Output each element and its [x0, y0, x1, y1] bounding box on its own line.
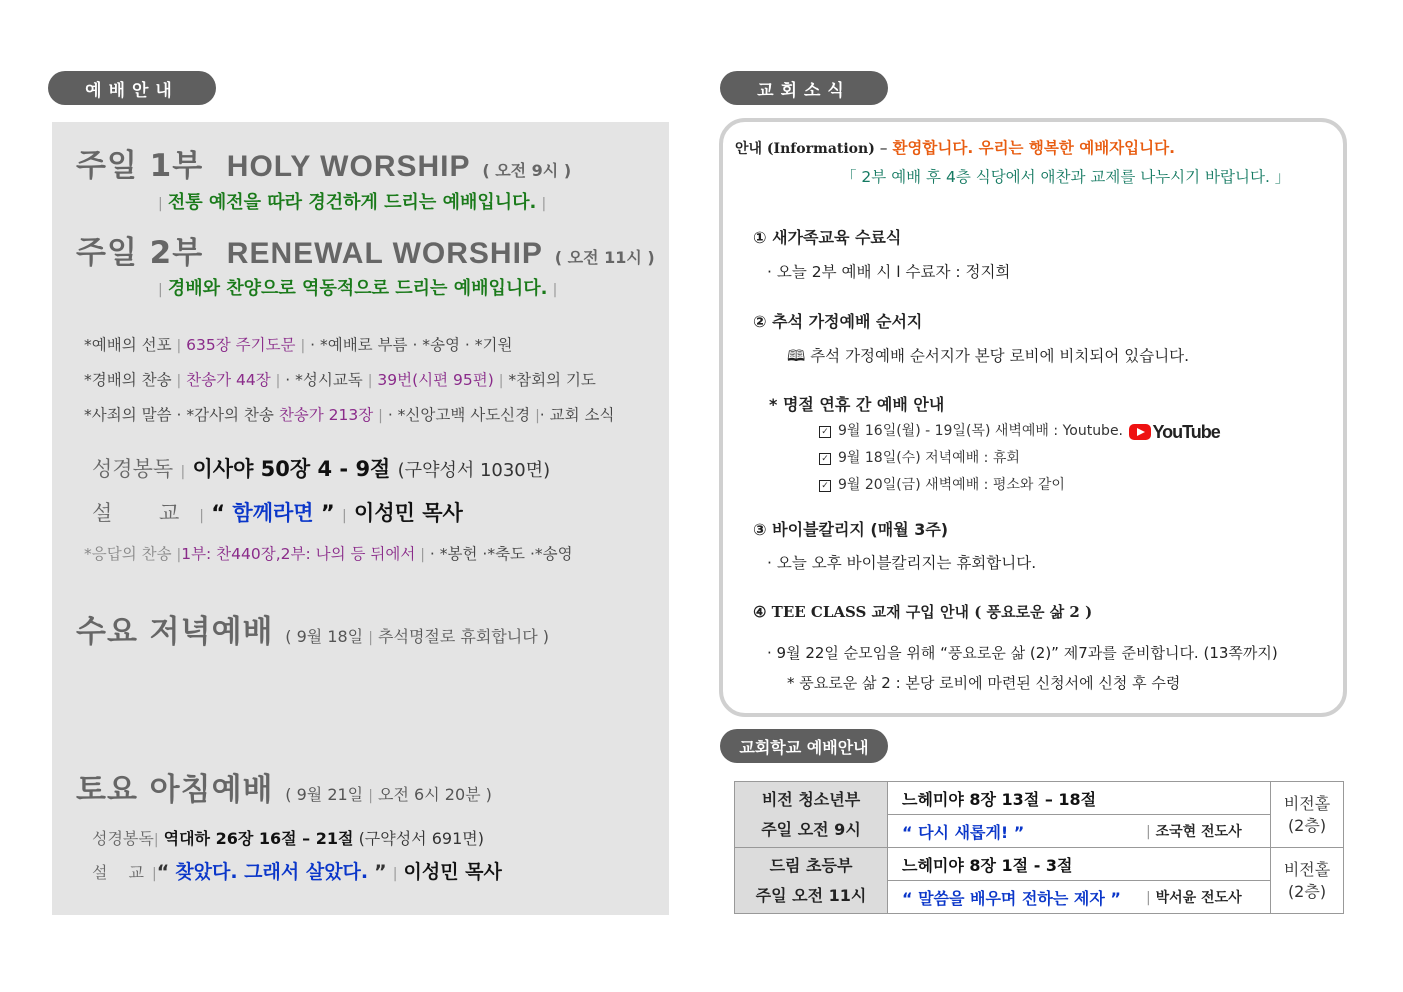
passage-cell: 느헤미야 8장 13절 – 18절	[888, 782, 1271, 815]
news-item-4-text: · 9월 22일 순모임을 위해 “풍요로운 삶 (2)” 제7과를 준비합니다. (13쪽까지)	[767, 644, 1278, 662]
holiday-item-1: ✓ 9월 16일(월) - 19일(목) 새벽예배 : Youtube. YouTube	[819, 420, 1220, 443]
title-cell: “ 다시 새롭게! ”	[888, 815, 1147, 848]
checkbox-icon: ✓	[819, 426, 831, 438]
worship-panel	[52, 122, 669, 915]
wednesday-service: 수요 저녁예배 ( 9월 18일 | 추석명절로 휴회합니다 )	[76, 614, 550, 650]
order-line-2: *경배의 찬송 | 찬송가 44장 | · *성시교독 | 39번(시편 95편) | *참회의 기도	[84, 371, 596, 389]
checkbox-icon: ✓	[819, 453, 831, 465]
news-section-header: 교회소식	[720, 71, 888, 105]
preacher-cell: | 박서윤 전도사	[1146, 881, 1271, 914]
news-item-3-title: ③ 바이블칼리지 (매월 3주)	[753, 520, 949, 539]
order-line-1: *예배의 선포 | 635장 주기도문 | · *예배로 부름 · *송영 · *기원	[84, 336, 513, 354]
church-news-box	[719, 118, 1347, 717]
scripture-reading: 성경봉독 | 이사야 50장 4 - 9절 (구약성서 1030면)	[92, 457, 551, 481]
table-row	[735, 782, 1344, 815]
church-school-table	[734, 781, 1344, 914]
news-item-2-title: ② 추석 가정예배 순서지	[753, 312, 923, 331]
holiday-schedule-title: * 명절 연휴 간 예배 안내	[769, 395, 945, 414]
saturday-sermon: 설 교|“ 찾았다. 그래서 살았다. ” | 이성민 목사	[92, 861, 502, 883]
holiday-item-3: ✓ 9월 20일(금) 새벽예배 : 평소와 같이	[819, 474, 1065, 494]
service1-title: 주일 1부 HOLY WORSHIP ( 오전 9시 )	[76, 148, 572, 184]
checkbox-icon: ✓	[819, 480, 831, 492]
saturday-service: 토요 아침예배 ( 9월 21일 | 오전 6시 20분 )	[76, 772, 492, 808]
news-item-1-text: · 오늘 2부 예배 시 l 수료자 : 정지희	[767, 263, 1011, 281]
saturday-reading: 성경봉독| 역대하 26장 16절 – 21절 (구약성서 691면)	[92, 829, 484, 848]
sermon-line: 설 교| “ 함께라면 ” | 이성민 목사	[92, 501, 463, 525]
news-item-4-title: ④ TEE CLASS 교재 구입 안내 ( 풍요로운 삶 2 )	[753, 603, 1093, 621]
department-cell: 비전 청소년부 주일 오전 9시	[735, 782, 888, 848]
response-line: *응답의 찬송 |1부: 찬440장,2부: 나의 등 뒤에서 | · *봉헌 ·*축도 ·*송영	[84, 545, 573, 563]
room-cell: 비전홀 (2층)	[1271, 782, 1344, 848]
news-item-4-note: * 풍요로운 삶 2 : 본당 로비에 마련된 신청서에 신청 후 수령	[787, 674, 1181, 692]
holiday-item-2: ✓ 9월 18일(수) 저녁예배 : 휴회	[819, 447, 1020, 467]
order-line-3: *사죄의 말씀 · *감사의 찬송 찬송가 213장 | · *신앙고백 사도신경 |· 교회 소식	[84, 406, 615, 424]
news-item-1-title: ① 새가족교육 수료식	[753, 228, 902, 247]
school-section-header: 교회학교 예배안내	[720, 729, 888, 763]
passage-cell: 느헤미야 8장 1절 - 3절	[888, 848, 1271, 881]
room-cell: 비전홀 (2층)	[1271, 848, 1344, 914]
news-item-3-text: · 오늘 오후 바이블칼리지는 휴회합니다.	[767, 554, 1037, 572]
youtube-logo-icon: YouTube	[1129, 422, 1219, 443]
news-intro-sub: 「 2부 예배 후 4층 식당에서 애찬과 교제를 나누시기 바랍니다. 」	[841, 168, 1291, 186]
department-cell: 드림 초등부 주일 오전 11시	[735, 848, 888, 914]
service2-title: 주일 2부 RENEWAL WORSHIP ( 오전 11시 )	[76, 235, 655, 271]
service2-description: | 경배와 찬양으로 역동적으로 드리는 예배입니다. |	[158, 278, 558, 299]
preacher-cell: | 조국현 전도사	[1146, 815, 1271, 848]
table-row	[735, 848, 1344, 881]
title-cell: “ 말씀을 배우며 전하는 제자 ”	[888, 881, 1147, 914]
news-intro: 안내 (Information) – 환영합니다. 우리는 행복한 예배자입니다.	[735, 139, 1175, 157]
service1-description: | 전통 예전을 따라 경건하게 드리는 예배입니다. |	[158, 192, 547, 213]
worship-section-header: 예배안내	[48, 71, 216, 105]
news-item-2-text: 🕮 추석 가정예배 순서지가 본당 로비에 비치되어 있습니다.	[787, 347, 1190, 365]
